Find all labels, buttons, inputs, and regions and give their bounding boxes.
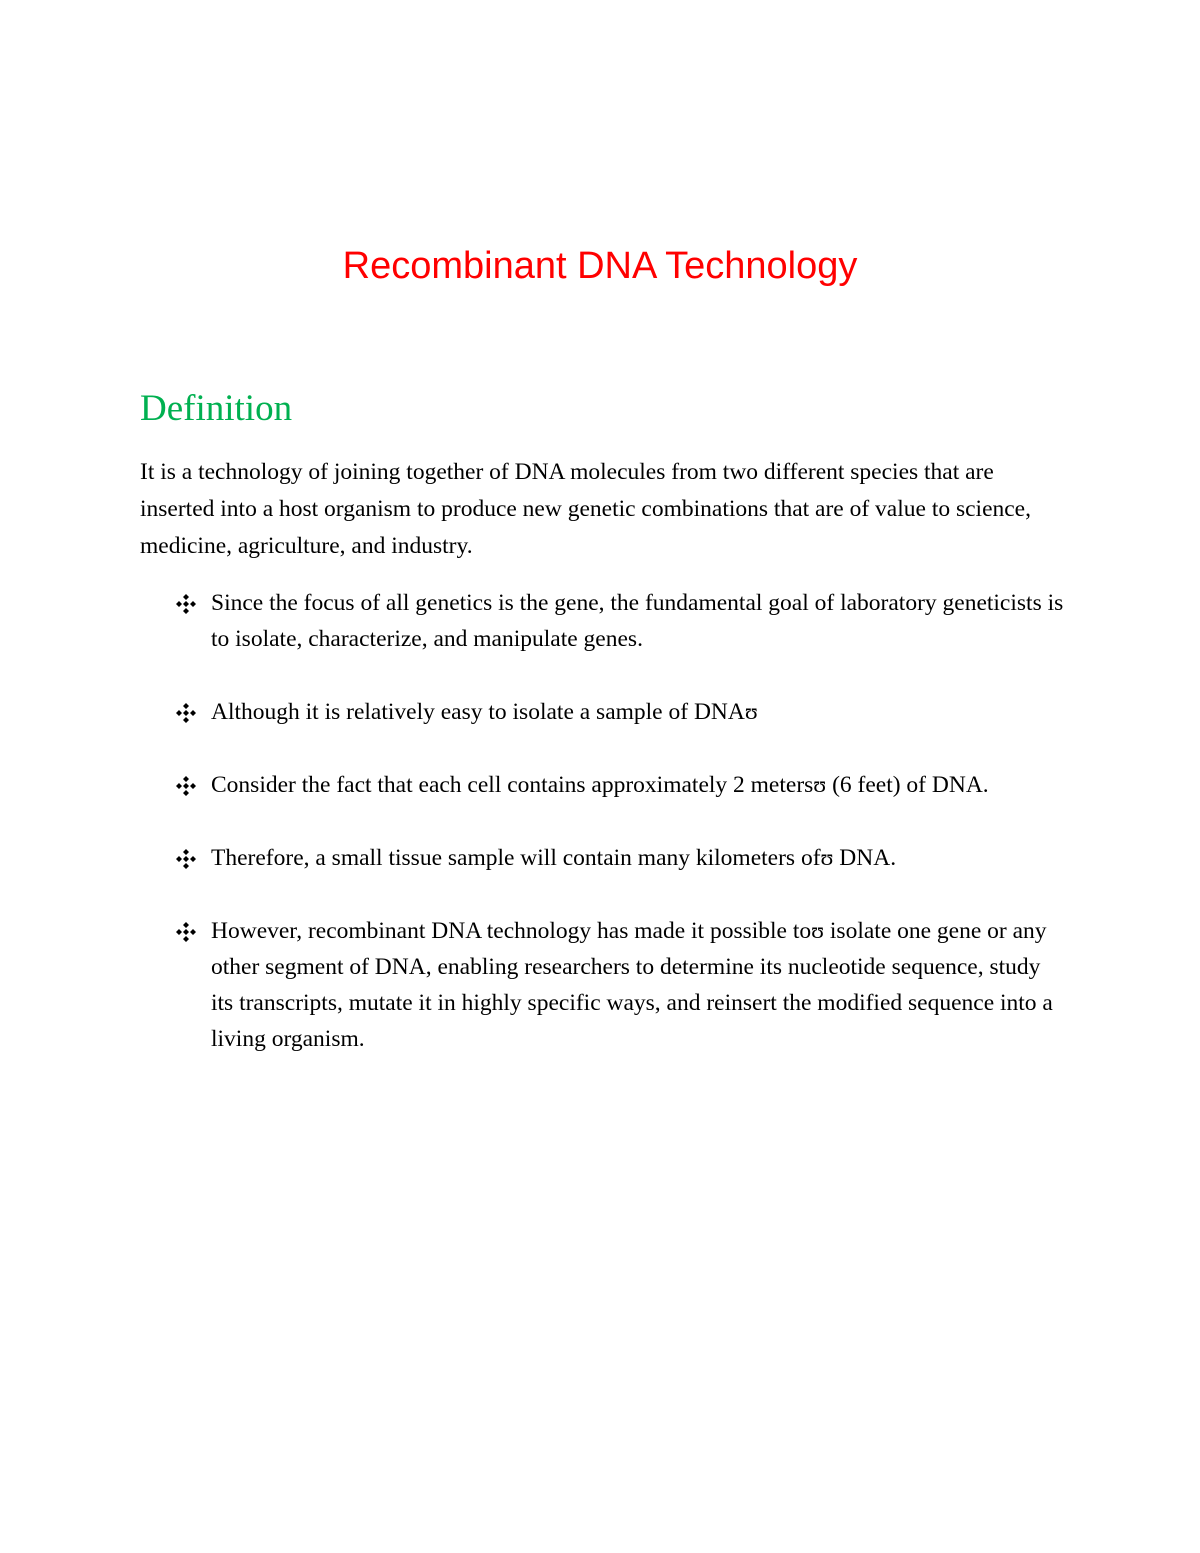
- four-diamond-bullet-icon: [176, 594, 196, 614]
- bullet-text: Since the focus of all genetics is the gene, the fundamental goal of laboratory geneticists is to isolate, characterize, and manipulate genes.: [211, 590, 1064, 652]
- bullet-text: However, recombinant DNA technology has made it possible toʊ isolate one gene or any other segment of DNA, enabling researchers to determine its nucleotide sequence, study its transcripts, mutate it in highly specific ways, and reinsert the modified sequence into a living organism.: [211, 918, 1053, 1052]
- definition-paragraph: It is a technology of joining together of DNA molecules from two different species that are inserted into a host organism to produce new genetic combinations that are of value to science, medicine, agriculture, and industry.: [140, 459, 1031, 559]
- bullet-text: Although it is relatively easy to isolate a sample of DNAʊ: [211, 699, 758, 725]
- list-item: [176, 913, 1066, 1057]
- list-item: [176, 840, 1066, 876]
- four-diamond-bullet-icon: [176, 922, 196, 942]
- bullet-text: Therefore, a small tissue sample will contain many kilometers ofʊ DNA.: [211, 845, 897, 871]
- list-item: [176, 767, 1066, 803]
- bullet-list: [176, 585, 1066, 1094]
- section-heading-definition: Definition: [140, 388, 293, 429]
- four-diamond-bullet-icon: [176, 703, 196, 723]
- four-diamond-bullet-icon: [176, 849, 196, 869]
- list-item: [176, 694, 1066, 730]
- four-diamond-bullet-icon: [176, 776, 196, 796]
- list-item: [176, 585, 1066, 657]
- document-title: Recombinant DNA Technology: [342, 245, 858, 287]
- bullet-text: Consider the fact that each cell contains approximately 2 metersʊ (6 feet) of DNA.: [211, 772, 989, 798]
